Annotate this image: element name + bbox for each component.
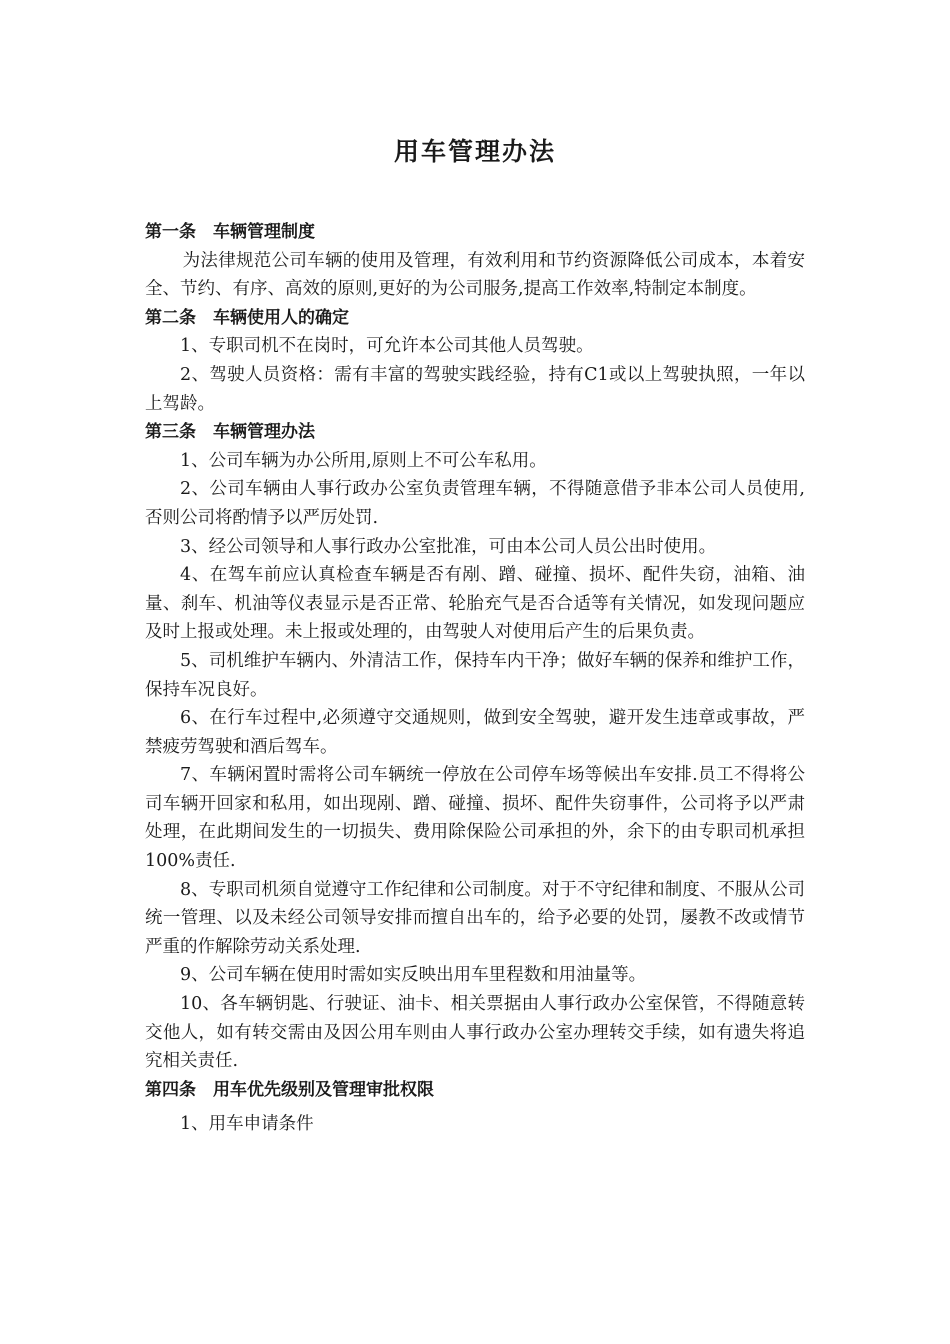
paragraph: 4、在驾车前应认真检查车辆是否有剐、蹭、碰撞、损坏、配件失窃，油箱、油量、刹车、机油等仪表显示是否正常、轮胎充气是否合适等有关情况，如发现问题应及时上报或处理。未上报或处理的，由驾驶人对使用后产生的后果负责。 <box>145 565 805 643</box>
paragraph: 10、各车辆钥匙、行驶证、油卡、相关票据由人事行政办公室保管，不得随意转交他人，如有转交需由及因公用车则由人事行政办公室办理转交手续，如有遗失将追究相关责任. <box>145 994 805 1072</box>
section-heading-2: 第二条 车辆使用人的确定 <box>145 307 349 328</box>
paragraph: 3、经公司领导和人事行政办公室批准，可由本公司人员公出时使用。 <box>180 536 717 557</box>
section-heading-1: 第一条 车辆管理制度 <box>145 222 315 242</box>
paragraph: 为法律规范公司车辆的使用及管理，有效利用和节约资源降低公司成本，本着安全、节约、有序、高效的原则,更好的为公司服务,提高工作效率,特制定本制度。 <box>145 250 805 300</box>
section-heading-3: 第三条 车辆管理办法 <box>145 422 315 443</box>
paragraph: 7、车辆闲置时需将公司车辆统一停放在公司停车场等候出车安排.员工不得将公司车辆开回家和私用，如出现剐、蹭、碰撞、损坏、配件失窃事件，公司将予以严肃处理，在此期间发生的一切损失、费用除保险公司承担的外，余下的由专职司机承担100%责任. <box>145 765 805 872</box>
document-body <box>145 218 805 1139</box>
paragraph: 2、公司车辆由人事行政办公室负责管理车辆，不得随意借予非本公司人员使用,否则公司将酌情予以严厉处罚. <box>145 479 805 528</box>
paragraph: 6、在行车过程中,必须遵守交通规则，做到安全驾驶，避开发生违章或事故，严禁疲劳驾驶和酒后驾车。 <box>145 708 805 757</box>
paragraph: 1、专职司机不在岗时，可允许本公司其他人员驾驶。 <box>180 336 594 357</box>
paragraph: 8、专职司机须自觉遵守工作纪律和公司制度。对于不守纪律和制度、不服从公司统一管理、以及未经公司领导安排而擅自出车的，给予必要的处罚，屡教不改或情节严重的作解除劳动关系处理. <box>145 879 805 957</box>
paragraph: 2、驾驶人员资格：需有丰富的驾驶实践经验，持有C1或以上驾驶执照，一年以上驾龄。 <box>145 364 805 414</box>
paragraph: 1、用车申请条件 <box>180 1114 314 1135</box>
paragraph: 5、司机维护车辆内、外清洁工作，保持车内干净；做好车辆的保养和维护工作，保持车况良好。 <box>145 650 805 700</box>
section-heading-4: 第四条 用车优先级别及管理审批权限 <box>145 1079 434 1100</box>
paragraph: 9、公司车辆在使用时需如实反映出用车里程数和用油量等。 <box>180 965 647 986</box>
paragraph: 1、公司车辆为办公所用,原则上不可公车私用。 <box>180 450 547 471</box>
page-title: 用车管理办法 <box>393 137 556 166</box>
